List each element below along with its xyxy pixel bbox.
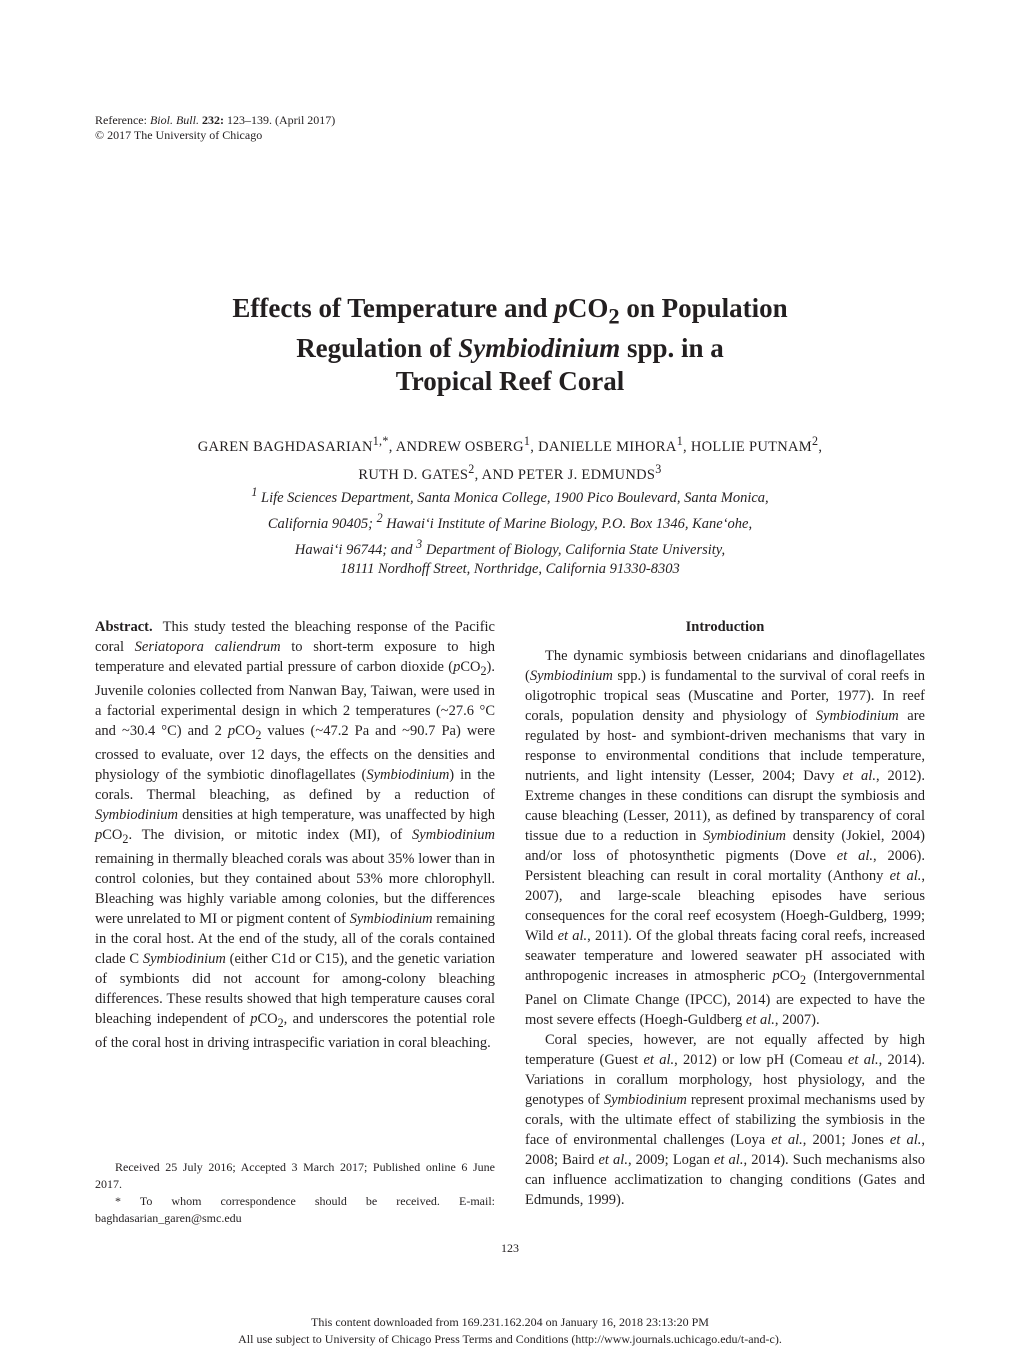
title-part: on Population xyxy=(619,293,788,323)
co-text: CO xyxy=(102,826,123,843)
author-affil-mark: 1 xyxy=(523,434,531,448)
author-name: RUTH D. GATES xyxy=(358,466,469,483)
p-italic: p xyxy=(453,659,461,675)
et-al: et al. xyxy=(836,848,874,864)
abstract-text: (either C1d or C15), and the genetic variation of symbionts did not account for among-colony bleaching differences. These results showed that high temperature causes coral bleaching independent of xyxy=(95,950,495,1027)
reference-label: Reference: xyxy=(95,113,147,127)
intro-text: , 2009; Logan xyxy=(627,1151,714,1168)
intro-paragraph xyxy=(525,1030,925,1210)
author-affil-mark: 1,* xyxy=(372,434,389,448)
author-affil-mark: 1 xyxy=(676,434,684,448)
et-al: et al. xyxy=(745,1011,775,1028)
intro-text: , 2012). Extreme changes in these conditions can disrupt the symbiosis and cause bleaching (Lesser, 2011), as defined by transparency of coral tissue due to a reduction in xyxy=(525,768,925,844)
intro-text: density (Jokiel, 2004) and/or loss of photosynthetic pigments (Dove xyxy=(525,828,926,864)
genus-name: Symbiodinium xyxy=(412,826,495,843)
download-footer xyxy=(0,1314,1020,1348)
genus-name: Symbiodinium xyxy=(142,950,226,967)
et-al: et al. xyxy=(842,768,876,784)
abstract-text: ) in the corals. Thermal bleaching, as defined by a reduction of xyxy=(95,766,495,803)
author-name: , ANDREW OSBERG xyxy=(388,438,524,455)
title-part: spp. in a xyxy=(620,333,724,364)
abstract xyxy=(95,617,495,1053)
species-name: Seriatopora caliendrum xyxy=(134,639,281,655)
affil-text: California 90405; xyxy=(267,515,377,532)
intro-text: The dynamic symbiosis between cnidarians and dinoflagellates ( xyxy=(525,648,925,684)
abstract-text: , and underscores the potential role of the coral host in driving intraspecific variation in coral bleaching. xyxy=(95,1010,495,1051)
et-al: et al. xyxy=(847,1051,879,1068)
affil-mark: 1 xyxy=(251,485,258,499)
author-affil-mark: 3 xyxy=(655,461,662,476)
affil-mark: 2 xyxy=(376,510,383,525)
author-name: , DANIELLE MIHORA xyxy=(530,438,677,455)
abstract-paragraph xyxy=(95,617,495,1053)
intro-text: , 2014). Such mechanisms also can influence acclimatization to changing conditions (Gates and Edmunds, 1999). xyxy=(525,1151,926,1208)
abstract-text: This study tested the bleaching response of the Pacific coral xyxy=(95,619,495,655)
co-subscript: 2 xyxy=(277,1015,284,1030)
genus-name: Symbiodinium xyxy=(703,828,787,844)
et-al: et al. xyxy=(643,1051,675,1068)
genus-name: Symbiodinium xyxy=(366,766,450,783)
footer-terms-line: All use subject to University of Chicago Press Terms and Conditions (http://www.journals.uchicago.edu/t-and-c). xyxy=(238,1332,782,1346)
author-name: , HOLLIE PUTNAM xyxy=(683,438,812,455)
genus-name: Symbiodinium xyxy=(529,668,613,684)
p-italic: p xyxy=(250,1010,258,1027)
et-al: et al. xyxy=(889,1131,922,1148)
genus-name: Symbiodinium xyxy=(603,1091,687,1108)
et-al: et al. xyxy=(889,868,922,884)
paper-title xyxy=(60,292,960,398)
affil-text: Department of Biology, California State University, xyxy=(422,541,726,558)
author-list xyxy=(60,430,960,486)
intro-paragraph xyxy=(525,646,925,1030)
intro-text: represent proximal mechanisms used by corals, with the ultimate effect of stabilizing the symbiosis in the face of environmental challenges (Loya xyxy=(525,1091,926,1148)
title-part: Regulation of xyxy=(296,333,459,364)
genus-name: Symbiodinium xyxy=(95,806,178,823)
journal-name: Biol. Bull. xyxy=(149,113,199,127)
section-heading: Introduction xyxy=(685,619,765,635)
page-number: 123 xyxy=(501,1241,519,1255)
copyright-line: © 2017 The University of Chicago xyxy=(95,128,263,142)
genus-name: Symbiodinium xyxy=(349,910,433,927)
co-subscript: 2 xyxy=(480,663,487,678)
co-text: CO xyxy=(235,722,256,739)
abstract-text: densities at high temperature, was unaffected by high xyxy=(177,806,495,823)
genus-name: Symbiodinium xyxy=(815,708,899,724)
affil-text: 18111 Nordhoff Street, Northridge, California 91330-8303 xyxy=(340,561,680,578)
intro-text: Coral species, however, are not equally affected by high temperature (Guest xyxy=(525,1031,925,1068)
et-al: et al. xyxy=(598,1151,628,1168)
intro-text: , 2007). xyxy=(774,1011,820,1028)
footnotes xyxy=(95,1159,495,1227)
intro-text: , 2012) or low pH (Comeau xyxy=(674,1051,848,1068)
co-subscript: 2 xyxy=(122,831,129,846)
abstract-text: remaining in thermally bleached corals was about 35% lower than in control colonies, but they contained about 53% more chlorophyll. Bleaching was highly variable among colonies, but the differences were unrelated to MI or pigment content of xyxy=(95,850,495,927)
et-al: et al. xyxy=(557,928,588,944)
co-text: CO xyxy=(257,1010,278,1027)
co-subscript: 2 xyxy=(799,972,806,987)
author-affil-mark: 2 xyxy=(468,461,475,476)
title-part: Effects of Temperature and xyxy=(232,293,555,323)
et-al: et al. xyxy=(713,1151,744,1168)
p-italic: p xyxy=(95,826,103,843)
intro-text: , 2014). Variations in corallum morphology, host physiology, and the genotypes of xyxy=(525,1051,925,1108)
et-al: et al. xyxy=(771,1131,803,1148)
intro-text: spp.) is fundamental to the survival of coral reefs in oligotrophic tropical seas (Muscatine and Porter, 1977). In reef corals, population density and physiology of xyxy=(525,668,925,724)
p-italic: p xyxy=(772,968,780,984)
journal-volume: 232: xyxy=(201,113,224,127)
citation-line xyxy=(95,113,335,128)
journal-pages: 123–139. (April 2017) xyxy=(226,113,336,127)
author-name: , AND PETER J. EDMUNDS xyxy=(474,466,656,483)
title-p: p xyxy=(554,293,568,323)
abstract-text: to short-term exposure to high temperature and elevated partial pressure of carbon dioxide ( xyxy=(95,639,495,675)
affil-text: Life Sciences Department, Santa Monica College, 1900 Pico Boulevard, Santa Monica, xyxy=(257,489,769,506)
abstract-text: values (~47.2 Pa and ~90.7 Pa) were crossed to evaluate, over 12 days, the effects on the densities and physiology of the symbiotic dinoflagellates ( xyxy=(95,722,496,783)
intro-text: , 2011). Of the global threats facing coral reefs, increased seawater temperature and lowered seawater pH associated with anthropogenic increases in atmospheric xyxy=(525,928,926,984)
intro-text: are regulated by host- and symbiont-driven mechanisms that vary in response to environmental conditions that include temperature, nutrients, and light intensity (Lesser, 2004; Davy xyxy=(525,708,925,784)
affil-text: Hawai‘i Institute of Marine Biology, P.O. Box 1346, Kane‘ohe, xyxy=(382,515,753,532)
intro-text: , 2008; Baird xyxy=(525,1131,925,1168)
intro-text: (Intergovernmental Panel on Climate Change (IPCC), 2014) are expected to have the most severe effects (Hoegh-Guldberg xyxy=(525,968,925,1028)
footer-download-line: This content downloaded from 169.231.162.204 on January 16, 2018 23:13:20 PM xyxy=(311,1315,709,1329)
co-text: CO xyxy=(460,659,481,675)
received-note: Received 25 July 2016; Accepted 3 March 2017; Published online 6 June 2017. xyxy=(95,1160,495,1191)
co-subscript: 2 xyxy=(255,727,262,742)
title-part: Tropical Reef Coral xyxy=(395,366,625,397)
affiliations xyxy=(120,482,900,579)
title-sub: 2 xyxy=(608,303,620,329)
intro-text: , 2006). Persistent bleaching can result in coral mortality (Anthony xyxy=(525,848,925,884)
title-genus: Symbiodinium xyxy=(458,333,621,364)
introduction xyxy=(525,617,925,1210)
author-affil-mark: 2 xyxy=(811,434,819,448)
correspondence-note: * To whom correspondence should be received. E-mail: baghdasarian_garen@smc.edu xyxy=(95,1194,495,1225)
p-italic: p xyxy=(227,722,236,739)
abstract-text: . The division, or mitotic index (MI), of xyxy=(128,826,413,843)
intro-text: , 2007), and large-scale bleaching episodes have serious consequences for the coral reef ecosystem (Hoegh-Guldberg, 1999; Wild xyxy=(525,868,925,944)
abstract-label: Abstract. xyxy=(95,619,153,635)
affil-mark: 3 xyxy=(416,536,423,551)
author-name: GAREN BAGHDASARIAN xyxy=(197,438,373,455)
abstract-text: remaining in the coral host. At the end of the study, all of the corals contained clade C xyxy=(95,910,495,967)
abstract-text: ). Juvenile colonies collected from Nanwan Bay, Taiwan, were used in a factorial experimental design in which 2 temperatures (~27.6 °C and ~30.4 °C) and 2 xyxy=(95,659,495,739)
title-co: CO xyxy=(567,293,609,323)
reference-header xyxy=(95,113,335,143)
co-text: CO xyxy=(779,968,800,984)
intro-text: , 2001; Jones xyxy=(802,1131,890,1148)
affil-text: Hawai‘i 96744; and xyxy=(294,541,417,558)
author-separator: , xyxy=(818,438,823,455)
